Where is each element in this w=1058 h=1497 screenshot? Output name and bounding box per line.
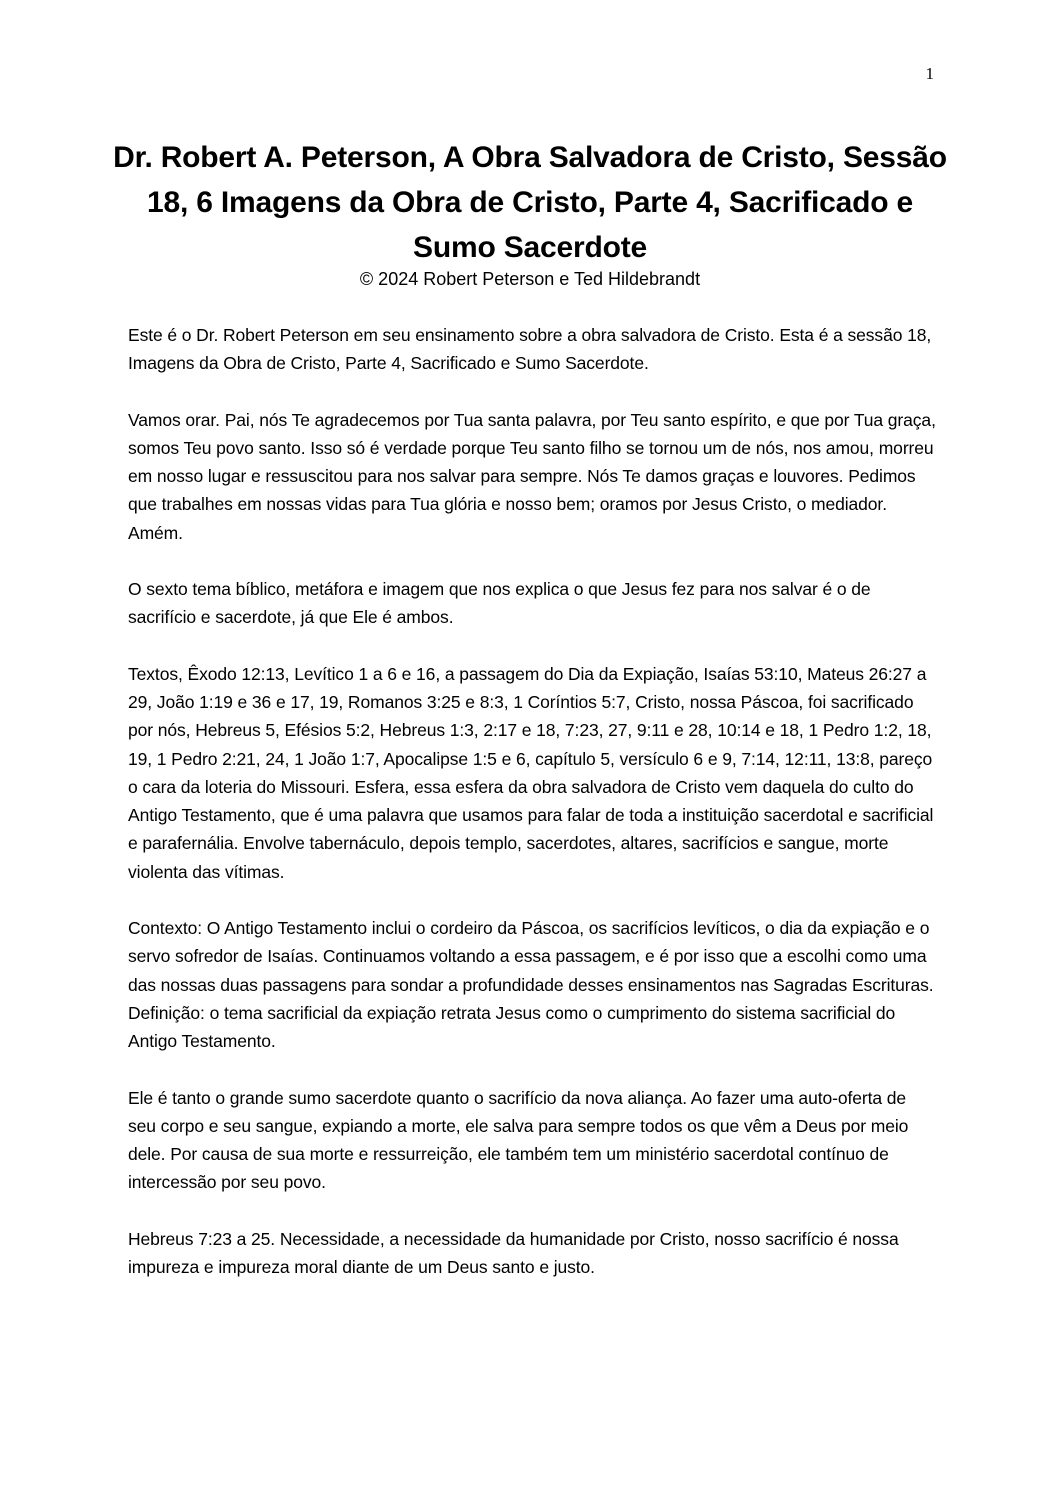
paragraph-necessity: Hebreus 7:23 a 25. Necessidade, a necessidade da humanidade por Cristo, nosso sacrifício é nossa impureza e impureza moral diante de um Deus santo e justo.: [128, 1228, 899, 1278]
paragraph-intro: Este é o Dr. Robert Peterson em seu ensinamento sobre a obra salvadora de Cristo. Esta é a sessão 18, Imagens da Obra de Cristo, Parte 4, Sacrificado e Sumo Sacerdote.: [128, 325, 932, 374]
paragraph-texts: Textos, Êxodo 12:13, Levítico 1 a 6 e 16, a passagem do Dia da Expiação, Isaías 53:10, Mateus 26:27 a 29, João 1:19 e 36 e 17, 19, Romanos 3:25 e 8:3, 1 Coríntios 5:7, Cristo, nossa Páscoa, foi sacrificado por nós, Hebreus 5, Efésios 5:2, Hebreus 1:3, 2:17 e 18, 7:23, 27, 9:11 e 28, 10:14 e 18, 1 Pedro 1:2, 18, 19, 1 Pedro 2:21, 24, 1 João 1:7, Apocalipse 1:5 e 6, capítulo 5, versículo 6 e 9, 7:14, 12:11, 13:8, pareço o cara da loteria do Missouri. Esfera, essa esfera da obra salvadora de Cristo vem daquela do culto do Antigo Testamento, que é uma palavra que usamos para falar de toda a instituição sacerdotal e sacrificial e parafernália. Envolve tabernáculo, depois templo, sacerdotes, altares, sacrifícios e sangue, morte violenta das vítimas.: [128, 663, 934, 882]
document-body: [128, 321, 936, 1309]
paragraph-context: Contexto: O Antigo Testamento inclui o cordeiro da Páscoa, os sacrifícios levíticos, o dia da expiação e o servo sofredor de Isaías. Continuamos voltando a essa passagem, e é por isso que a escolhi como uma das nossas duas passagens para sondar a profundidade desses ensinamentos nas Sagradas Escrituras. Definição: o tema sacrificial da expiação retrata Jesus como o cumprimento do sistema sacrificial do Antigo Testamento.: [128, 918, 934, 1052]
page-number: 1: [925, 64, 934, 83]
paragraph-theme: O sexto tema bíblico, metáfora e imagem que nos explica o que Jesus fez para nos salvar é o de sacrifício e sacerdote, já que Ele é ambos.: [128, 579, 871, 628]
paragraph-prayer: Vamos orar. Pai, nós Te agradecemos por Tua santa palavra, por Teu santo espírito, e que por Tua graça, somos Teu povo santo. Isso só é verdade porque Teu santo filho se tornou um de nós, nos amou, morreu em nosso lugar e ressuscitou para nos salvar para sempre. Nós Te damos graças e louvores. Pedimos que trabalhes em nossas vidas para Tua glória e nosso bem; oramos por Jesus Cristo, o mediador. Amém.: [128, 409, 936, 543]
paragraph-high-priest: Ele é tanto o grande sumo sacerdote quanto o sacrifício da nova aliança. Ao fazer uma auto-oferta de seu corpo e seu sangue, expiando a morte, ele salva para sempre todos os que vêm a Deus por meio dele. Por causa de sua morte e ressurreição, ele também tem um ministério sacerdotal contínuo de intercessão por seu povo.: [128, 1087, 909, 1193]
document-title: Dr. Robert A. Peterson, A Obra Salvadora de Cristo, Sessão 18, 6 Imagens da Obra de Cristo, Parte 4, Sacrificado e Sumo Sacerdote: [113, 141, 947, 264]
copyright-line: © 2024 Robert Peterson e Ted Hildebrandt: [359, 269, 701, 289]
